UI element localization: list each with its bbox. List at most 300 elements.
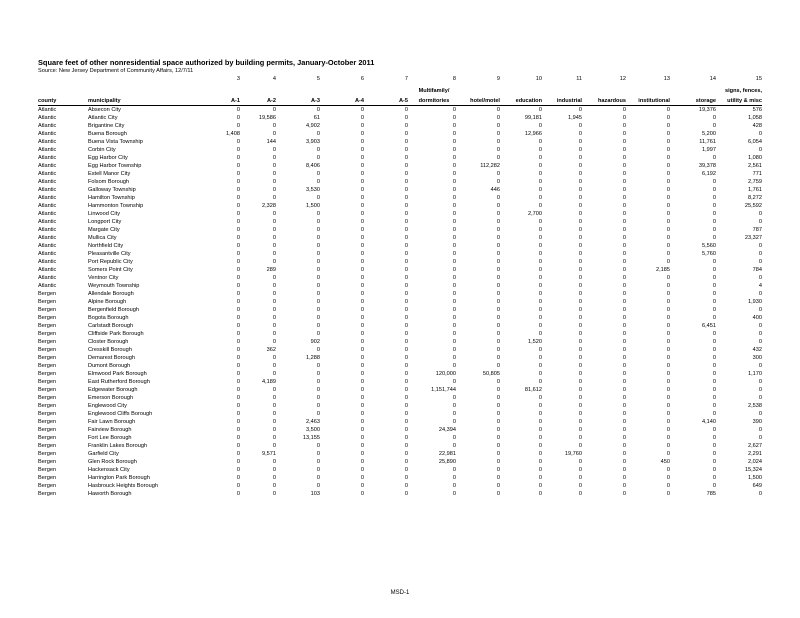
value-cell: 0 (712, 427, 716, 433)
municipality-cell: Englewood Cliffs Borough (88, 411, 153, 417)
value-cell: 8,272 (748, 195, 762, 201)
value-cell: 0 (452, 211, 456, 217)
value-cell: 0 (712, 355, 716, 361)
value-cell: 0 (578, 163, 582, 169)
municipality-cell: Hackensack City (88, 467, 130, 473)
value-cell: 0 (236, 155, 240, 161)
value-cell: 0 (360, 435, 364, 441)
value-cell: 0 (360, 115, 364, 121)
value-cell: 0 (622, 435, 626, 441)
value-cell: 0 (496, 107, 500, 113)
column-number: 4 (272, 76, 276, 82)
value-cell: 0 (236, 347, 240, 353)
value-cell: 0 (578, 131, 582, 137)
municipality-cell: Hammonton Township (88, 203, 144, 209)
value-cell: 0 (666, 483, 670, 489)
value-cell: 103 (310, 491, 320, 497)
table-row (38, 186, 762, 194)
value-cell: 0 (316, 331, 320, 337)
county-cell: Atlantic (38, 123, 57, 129)
value-cell: 0 (666, 411, 670, 417)
value-cell: 0 (404, 259, 408, 265)
value-cell: 0 (578, 427, 582, 433)
value-cell: 0 (316, 395, 320, 401)
value-cell: 0 (496, 307, 500, 313)
value-cell: 0 (712, 283, 716, 289)
value-cell: 0 (360, 235, 364, 241)
value-cell: 0 (712, 179, 716, 185)
value-cell: 0 (538, 451, 542, 457)
value-cell: 2,024 (748, 459, 762, 465)
value-cell: 0 (666, 211, 670, 217)
value-cell: 0 (496, 339, 500, 345)
value-cell: 0 (622, 219, 626, 225)
municipality-cell: Carlstadt Borough (88, 323, 134, 329)
value-cell: 0 (316, 131, 320, 137)
value-cell: 0 (666, 307, 670, 313)
value-cell: 0 (578, 155, 582, 161)
value-cell: 0 (272, 235, 276, 241)
value-cell: 0 (360, 347, 364, 353)
value-cell: 0 (666, 203, 670, 209)
value-cell: 0 (404, 283, 408, 289)
value-cell: 2,463 (306, 419, 320, 425)
value-cell: 0 (538, 139, 542, 145)
value-cell: 300 (752, 355, 762, 361)
header-signs-line1: signs, fences, (725, 88, 762, 94)
table-row (38, 218, 762, 226)
value-cell: 0 (404, 395, 408, 401)
county-cell: Bergen (38, 427, 57, 433)
value-cell: 0 (452, 491, 456, 497)
value-cell: 0 (404, 307, 408, 313)
value-cell: 0 (538, 107, 542, 113)
value-cell: 0 (622, 187, 626, 193)
value-cell: 0 (712, 187, 716, 193)
value-cell: 0 (666, 155, 670, 161)
value-cell: 0 (316, 155, 320, 161)
value-cell: 0 (758, 291, 762, 297)
value-cell: 0 (578, 387, 582, 393)
value-cell: 0 (758, 131, 762, 137)
value-cell: 0 (578, 179, 582, 185)
value-cell: 0 (360, 443, 364, 449)
header-county: county (38, 95, 88, 106)
value-cell: 0 (538, 411, 542, 417)
value-cell: 0 (712, 403, 716, 409)
value-cell: 0 (578, 187, 582, 193)
value-cell: 0 (538, 267, 542, 273)
value-cell: 0 (622, 275, 626, 281)
table-row (38, 354, 762, 362)
value-cell: 0 (404, 267, 408, 273)
value-cell: 0 (360, 403, 364, 409)
value-cell: 0 (712, 267, 716, 273)
municipality-cell: Fort Lee Borough (88, 435, 132, 441)
table-body (38, 75, 762, 498)
value-cell: 902 (310, 339, 320, 345)
value-cell: 0 (236, 147, 240, 153)
value-cell: 0 (236, 475, 240, 481)
value-cell: 0 (538, 363, 542, 369)
value-cell: 0 (452, 299, 456, 305)
value-cell: 0 (538, 187, 542, 193)
value-cell: 0 (496, 171, 500, 177)
value-cell: 0 (712, 219, 716, 225)
value-cell: 0 (666, 451, 670, 457)
value-cell: 0 (452, 347, 456, 353)
value-cell: 0 (622, 267, 626, 273)
value-cell: 0 (404, 323, 408, 329)
value-cell: 0 (360, 275, 364, 281)
value-cell: 0 (622, 379, 626, 385)
municipality-cell: Weymouth Township (88, 283, 140, 289)
value-cell: 0 (272, 259, 276, 265)
value-cell: 0 (666, 331, 670, 337)
value-cell: 390 (752, 419, 762, 425)
value-cell: 0 (666, 299, 670, 305)
value-cell: 0 (538, 259, 542, 265)
value-cell: 0 (404, 411, 408, 417)
table-row (38, 450, 762, 458)
value-cell: 0 (578, 251, 582, 257)
value-cell: 0 (360, 107, 364, 113)
county-cell: Atlantic (38, 139, 57, 145)
table-row (38, 130, 762, 138)
county-cell: Atlantic (38, 243, 57, 249)
value-cell: 6,451 (702, 323, 716, 329)
value-cell: 0 (758, 379, 762, 385)
county-cell: Bergen (38, 363, 57, 369)
county-cell: Atlantic (38, 219, 57, 225)
table-row (38, 234, 762, 242)
value-cell: 0 (538, 243, 542, 249)
table-row (38, 242, 762, 250)
value-cell: 0 (758, 211, 762, 217)
value-cell: 0 (316, 475, 320, 481)
value-cell: 0 (236, 315, 240, 321)
value-cell: 0 (622, 371, 626, 377)
value-cell: 0 (404, 195, 408, 201)
value-cell: 0 (360, 291, 364, 297)
municipality-cell: Edgewater Borough (88, 387, 138, 393)
value-cell: 0 (316, 283, 320, 289)
table-row (38, 282, 762, 290)
value-cell: 0 (272, 123, 276, 129)
value-cell: 0 (316, 459, 320, 465)
value-cell: 0 (272, 363, 276, 369)
municipality-cell: Margate City (88, 227, 120, 233)
table-row (38, 434, 762, 442)
value-cell: 0 (360, 307, 364, 313)
value-cell: 61 (313, 115, 320, 121)
value-cell: 0 (758, 387, 762, 393)
value-cell: 0 (712, 435, 716, 441)
municipality-cell: Folsom Borough (88, 179, 130, 185)
value-cell: 1,520 (528, 339, 542, 345)
value-cell: 0 (452, 411, 456, 417)
value-cell: 0 (272, 467, 276, 473)
value-cell: 0 (316, 251, 320, 257)
county-cell: Atlantic (38, 235, 57, 241)
value-cell: 0 (316, 483, 320, 489)
value-cell: 0 (360, 451, 364, 457)
value-cell: 0 (236, 339, 240, 345)
value-cell: 0 (272, 251, 276, 257)
value-cell: 362 (266, 347, 276, 353)
value-cell: 0 (758, 331, 762, 337)
value-cell: 0 (666, 131, 670, 137)
municipality-cell: Estell Manor City (88, 171, 131, 177)
value-cell: 0 (666, 235, 670, 241)
county-cell: Atlantic (38, 283, 57, 289)
county-cell: Bergen (38, 411, 57, 417)
header-a2: A-2 (242, 95, 278, 106)
value-cell: 0 (452, 363, 456, 369)
value-cell: 0 (578, 291, 582, 297)
value-cell: 0 (452, 163, 456, 169)
value-cell: 25,592 (744, 203, 762, 209)
value-cell: 0 (452, 147, 456, 153)
value-cell: 0 (538, 275, 542, 281)
county-cell: Atlantic (38, 131, 57, 137)
value-cell: 0 (622, 131, 626, 137)
table-row (38, 314, 762, 322)
header-institutional: institutional (628, 95, 672, 106)
value-cell: 0 (236, 171, 240, 177)
value-cell: 0 (666, 323, 670, 329)
value-cell: 0 (578, 299, 582, 305)
value-cell: 0 (316, 411, 320, 417)
municipality-cell: Ventnor City (88, 275, 119, 281)
value-cell: 1,151,744 (431, 387, 456, 393)
value-cell: 0 (622, 347, 626, 353)
value-cell: 0 (496, 147, 500, 153)
value-cell: 0 (360, 419, 364, 425)
value-cell: 0 (360, 379, 364, 385)
table-row (38, 386, 762, 394)
value-cell: 1,288 (306, 355, 320, 361)
county-cell: Bergen (38, 387, 57, 393)
county-cell: Atlantic (38, 251, 57, 257)
value-cell: 0 (622, 139, 626, 145)
column-number: 13 (663, 76, 670, 82)
header-multifamily-line2: dormitories (410, 95, 458, 106)
county-cell: Bergen (38, 291, 57, 297)
value-cell: 0 (496, 331, 500, 337)
table-row (38, 274, 762, 282)
value-cell: 0 (758, 427, 762, 433)
value-cell: 0 (404, 427, 408, 433)
value-cell: 0 (360, 131, 364, 137)
value-cell: 0 (316, 347, 320, 353)
column-number: 7 (404, 76, 408, 82)
value-cell: 0 (360, 355, 364, 361)
value-cell: 0 (496, 459, 500, 465)
value-cell: 0 (622, 147, 626, 153)
value-cell: 0 (236, 163, 240, 169)
value-cell: 0 (666, 347, 670, 353)
county-cell: Atlantic (38, 275, 57, 281)
value-cell: 0 (404, 443, 408, 449)
value-cell: 0 (404, 483, 408, 489)
value-cell: 0 (272, 107, 276, 113)
value-cell: 0 (452, 467, 456, 473)
value-cell: 4,189 (262, 379, 276, 385)
value-cell: 6,192 (702, 171, 716, 177)
value-cell: 1,997 (702, 147, 716, 153)
municipality-cell: Hamilton Township (88, 195, 135, 201)
municipality-cell: Port Republic City (88, 259, 133, 265)
value-cell: 0 (272, 299, 276, 305)
value-cell: 0 (538, 315, 542, 321)
page-footer: MSD-1 (390, 590, 410, 596)
value-cell: 0 (404, 291, 408, 297)
municipality-cell: Cresskill Borough (88, 347, 132, 353)
value-cell: 2,291 (748, 451, 762, 457)
municipality-cell: Bogota Borough (88, 315, 129, 321)
value-cell: 0 (666, 227, 670, 233)
column-number: 11 (576, 76, 582, 82)
municipality-cell: Somers Point City (88, 267, 133, 273)
value-cell: 0 (622, 155, 626, 161)
value-cell: 23,327 (744, 235, 762, 241)
value-cell: 1,500 (748, 475, 762, 481)
value-cell: 5,560 (702, 243, 716, 249)
municipality-cell: Garfield City (88, 451, 119, 457)
value-cell: 0 (452, 155, 456, 161)
value-cell: 0 (622, 115, 626, 121)
municipality-cell: Buena Vista Township (88, 139, 143, 145)
value-cell: 0 (236, 187, 240, 193)
header-signs-line2: utility & misc (718, 95, 762, 106)
value-cell: 0 (316, 211, 320, 217)
value-cell: 0 (578, 491, 582, 497)
value-cell: 0 (666, 187, 670, 193)
table-row (38, 250, 762, 258)
value-cell: 0 (404, 371, 408, 377)
value-cell: 0 (236, 419, 240, 425)
value-cell: 0 (404, 387, 408, 393)
value-cell: 0 (758, 259, 762, 265)
value-cell: 0 (452, 227, 456, 233)
permits-table (38, 75, 762, 498)
value-cell: 0 (496, 475, 500, 481)
value-cell: 0 (496, 267, 500, 273)
county-cell: Atlantic (38, 155, 57, 161)
value-cell: 0 (538, 459, 542, 465)
municipality-cell: Alpine Borough (88, 299, 127, 305)
value-cell: 15,324 (744, 467, 762, 473)
value-cell: 0 (236, 467, 240, 473)
value-cell: 3,530 (306, 187, 320, 193)
value-cell: 0 (272, 483, 276, 489)
column-number: 3 (236, 76, 240, 82)
value-cell: 0 (272, 403, 276, 409)
value-cell: 0 (272, 275, 276, 281)
value-cell: 0 (578, 379, 582, 385)
value-cell: 0 (404, 179, 408, 185)
column-number: 12 (619, 76, 626, 82)
value-cell: 0 (538, 195, 542, 201)
value-cell: 0 (452, 395, 456, 401)
value-cell: 0 (758, 147, 762, 153)
value-cell: 0 (666, 371, 670, 377)
county-cell: Atlantic (38, 115, 57, 121)
county-cell: Atlantic (38, 203, 57, 209)
value-cell: 0 (236, 403, 240, 409)
value-cell: 0 (236, 427, 240, 433)
value-cell: 0 (496, 427, 500, 433)
table-row (38, 210, 762, 218)
value-cell: 0 (496, 379, 500, 385)
value-cell: 0 (236, 363, 240, 369)
value-cell: 0 (404, 315, 408, 321)
value-cell: 0 (404, 331, 408, 337)
municipality-cell: Fairview Borough (88, 427, 132, 433)
value-cell: 0 (666, 163, 670, 169)
value-cell: 11,761 (699, 139, 716, 145)
value-cell: 0 (236, 123, 240, 129)
value-cell: 0 (666, 291, 670, 297)
value-cell: 0 (236, 227, 240, 233)
municipality-cell: Franklin Lakes Borough (88, 443, 148, 449)
value-cell: 0 (622, 123, 626, 129)
header-hotel: hotel/motel (458, 95, 502, 106)
value-cell: 0 (496, 411, 500, 417)
value-cell: 0 (712, 227, 716, 233)
value-cell: 446 (490, 187, 500, 193)
table-row (38, 306, 762, 314)
value-cell: 3,500 (306, 427, 320, 433)
value-cell: 0 (236, 451, 240, 457)
table-row (38, 466, 762, 474)
value-cell: 0 (758, 491, 762, 497)
municipality-cell: Harrington Park Borough (88, 475, 150, 481)
value-cell: 0 (622, 171, 626, 177)
value-cell: 0 (578, 275, 582, 281)
value-cell: 0 (404, 491, 408, 497)
value-cell: 0 (404, 339, 408, 345)
value-cell: 13,155 (302, 435, 320, 441)
value-cell: 0 (316, 371, 320, 377)
county-cell: Atlantic (38, 107, 57, 113)
value-cell: 0 (236, 139, 240, 145)
value-cell: 0 (404, 467, 408, 473)
county-cell: Atlantic (38, 211, 57, 217)
value-cell: 0 (666, 123, 670, 129)
value-cell: 0 (236, 443, 240, 449)
value-cell: 0 (622, 251, 626, 257)
value-cell: 0 (666, 115, 670, 121)
value-cell: 0 (272, 371, 276, 377)
value-cell: 22,981 (438, 451, 456, 457)
value-cell: 0 (360, 475, 364, 481)
value-cell: 0 (712, 363, 716, 369)
value-cell: 2,328 (262, 203, 276, 209)
value-cell: 0 (452, 115, 456, 121)
header-hazardous: hazardous (584, 95, 628, 106)
value-cell: 0 (272, 227, 276, 233)
value-cell: 0 (236, 115, 240, 121)
value-cell: 0 (452, 251, 456, 257)
municipality-cell: Mullica City (88, 235, 117, 241)
value-cell: 0 (622, 291, 626, 297)
value-cell: 0 (622, 395, 626, 401)
county-cell: Bergen (38, 395, 57, 401)
value-cell: 0 (538, 443, 542, 449)
county-cell: Bergen (38, 331, 57, 337)
